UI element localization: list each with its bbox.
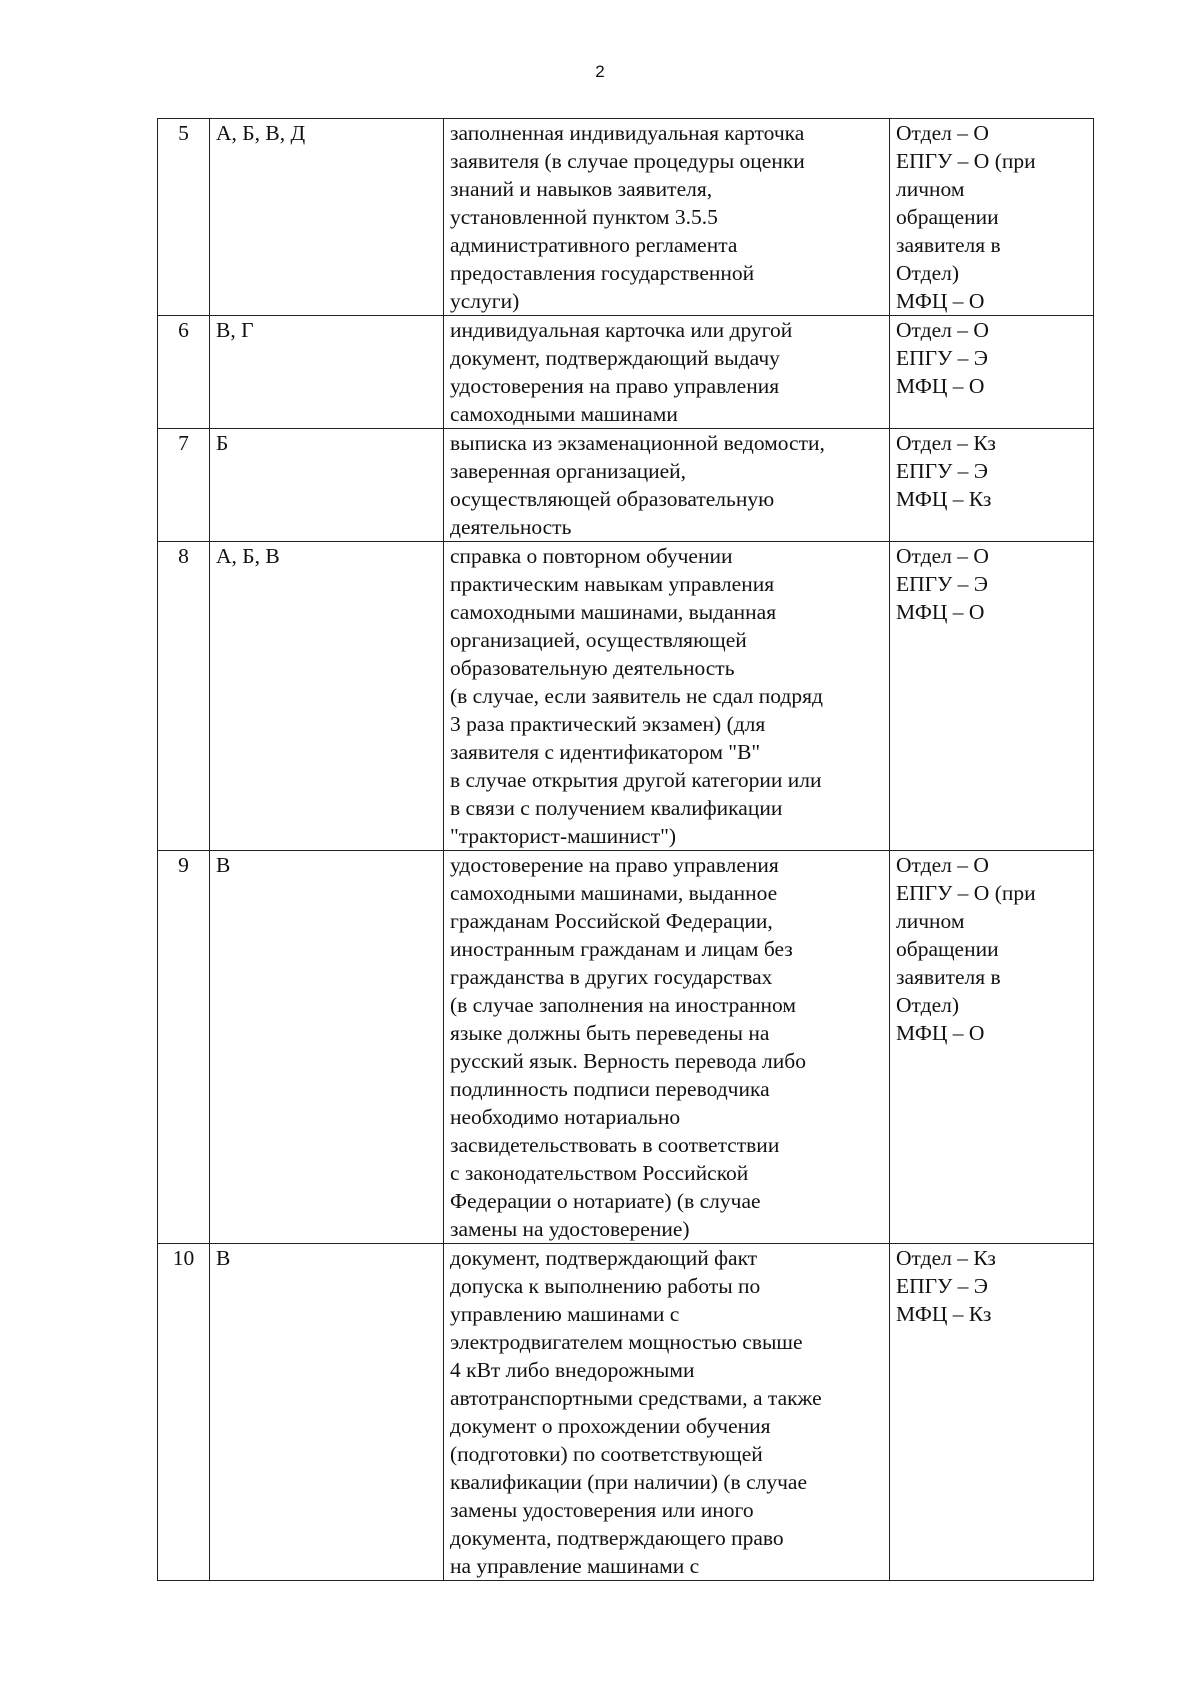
document-text-line: Федерации о нотариате) (в случае: [450, 1189, 761, 1213]
submission-modes: [890, 851, 1094, 1244]
document-text-line: замены на удостоверение): [450, 1217, 690, 1241]
document-text-line: подлинность подписи переводчика: [450, 1077, 770, 1101]
submission-mode-line: ЕПГУ – Э: [896, 1274, 989, 1298]
document-text-line: самоходными машинами: [450, 402, 678, 426]
submission-modes: [890, 1244, 1094, 1581]
row-number: 6: [158, 316, 210, 429]
submission-mode-line: заявителя в: [896, 233, 1001, 257]
document-description: [444, 119, 890, 316]
table-row: [158, 1244, 1094, 1581]
submission-mode-line: личном: [896, 909, 965, 933]
document-text-line: языке должны быть переведены на: [450, 1021, 770, 1045]
document-text-line: выписка из экзаменационной ведомости,: [450, 431, 825, 455]
document-text-line: предоставления государственной: [450, 261, 755, 285]
submission-mode-line: заявителя в: [896, 965, 1001, 989]
document-text-line: образовательную деятельность: [450, 656, 735, 680]
submission-mode-line: МФЦ – О: [896, 600, 985, 624]
submission-mode-line: ЕПГУ – Э: [896, 459, 989, 483]
submission-mode-line: Отдел – О: [896, 853, 989, 877]
document-text-line: гражданства в других государствах: [450, 965, 773, 989]
document-text-line: "тракторист-машинист"): [450, 824, 677, 848]
document-text-line: знаний и навыков заявителя,: [450, 177, 713, 201]
submission-mode-line: личном: [896, 177, 965, 201]
document-text-line: 4 кВт либо внедорожными: [450, 1358, 695, 1382]
document-text-line: электродвигателем мощностью свыше: [450, 1330, 803, 1354]
applicant-codes: В: [210, 851, 444, 1244]
document-description: [444, 1244, 890, 1581]
row-number: 9: [158, 851, 210, 1244]
document-text-line: осуществляющей образовательную: [450, 487, 775, 511]
table-row: [158, 429, 1094, 542]
document-text-line: автотранспортными средствами, а также: [450, 1386, 822, 1410]
document-text-line: необходимо нотариально: [450, 1105, 681, 1129]
document-text-line: в случае открытия другой категории или: [450, 768, 822, 792]
submission-mode-line: ЕПГУ – О (при: [896, 149, 1036, 173]
document-text-line: 3 раза практический экзамен) (для: [450, 712, 766, 736]
document-text-line: установленной пунктом 3.5.5: [450, 205, 718, 229]
document-text-line: практическим навыкам управления: [450, 572, 775, 596]
table-row: [158, 119, 1094, 316]
document-text-line: удостоверения на право управления: [450, 374, 780, 398]
submission-modes: [890, 316, 1094, 429]
submission-mode-line: ЕПГУ – Э: [896, 346, 989, 370]
submission-mode-line: Отдел – Кз: [896, 431, 996, 455]
document-text-line: заявителя с идентификатором "В": [450, 740, 761, 764]
submission-mode-line: МФЦ – О: [896, 374, 985, 398]
document-text-line: организацией, осуществляющей: [450, 628, 747, 652]
document-text-line: заявителя (в случае процедуры оценки: [450, 149, 805, 173]
submission-mode-line: ЕПГУ – О (при: [896, 881, 1036, 905]
submission-mode-line: МФЦ – О: [896, 1021, 985, 1045]
document-text-line: русский язык. Верность перевода либо: [450, 1049, 806, 1073]
document-text-line: гражданам Российской Федерации,: [450, 909, 773, 933]
submission-mode-line: обращении: [896, 937, 999, 961]
submission-modes: [890, 429, 1094, 542]
document-description: [444, 316, 890, 429]
document-text-line: удостоверение на право управления: [450, 853, 779, 877]
table-row: [158, 316, 1094, 429]
document-text-line: в связи с получением квалификации: [450, 796, 783, 820]
table-row: [158, 851, 1094, 1244]
document-text-line: замены удостоверения или иного: [450, 1498, 754, 1522]
submission-modes: [890, 119, 1094, 316]
submission-mode-line: МФЦ – Кз: [896, 1302, 992, 1326]
applicant-codes: В, Г: [210, 316, 444, 429]
submission-modes: [890, 542, 1094, 851]
submission-mode-line: Отдел – О: [896, 121, 989, 145]
page-number: 2: [595, 62, 605, 81]
document-text-line: управлению машинами с: [450, 1302, 680, 1326]
row-number: 8: [158, 542, 210, 851]
applicant-codes: Б: [210, 429, 444, 542]
submission-mode-line: Отдел – О: [896, 318, 989, 342]
submission-mode-line: МФЦ – Кз: [896, 487, 992, 511]
document-text-line: индивидуальная карточка или другой: [450, 318, 793, 342]
document-text-line: административного регламента: [450, 233, 738, 257]
document-text-line: справка о повторном обучении: [450, 544, 733, 568]
documents-table: [157, 118, 1094, 1581]
document-text-line: документ, подтверждающий выдачу: [450, 346, 780, 370]
submission-mode-line: Отдел): [896, 261, 960, 285]
document-text-line: заполненная индивидуальная карточка: [450, 121, 805, 145]
submission-mode-line: Отдел – О: [896, 544, 989, 568]
document-text-line: самоходными машинами, выданное: [450, 881, 778, 905]
submission-mode-line: ЕПГУ – Э: [896, 572, 989, 596]
document-text-line: документ о прохождении обучения: [450, 1414, 771, 1438]
document-text-line: квалификации (при наличии) (в случае: [450, 1470, 808, 1494]
document-description: [444, 851, 890, 1244]
applicant-codes: А, Б, В: [210, 542, 444, 851]
document-text-line: на управление машинами с: [450, 1554, 700, 1578]
document-text-line: (в случае заполнения на иностранном: [450, 993, 796, 1017]
document-text-line: засвидетельствовать в соответствии: [450, 1133, 780, 1157]
document-text-line: (подготовки) по соответствующей: [450, 1442, 763, 1466]
document-description: [444, 542, 890, 851]
submission-mode-line: Отдел): [896, 993, 960, 1017]
document-text-line: документ, подтверждающий факт: [450, 1246, 758, 1270]
document-text-line: допуска к выполнению работы по: [450, 1274, 761, 1298]
document-text-line: иностранным гражданам и лицам без: [450, 937, 793, 961]
submission-mode-line: Отдел – Кз: [896, 1246, 996, 1270]
row-number: 10: [158, 1244, 210, 1581]
document-text-line: заверенная организацией,: [450, 459, 687, 483]
row-number: 7: [158, 429, 210, 542]
row-number: 5: [158, 119, 210, 316]
applicant-codes: В: [210, 1244, 444, 1581]
document-description: [444, 429, 890, 542]
submission-mode-line: МФЦ – О: [896, 289, 985, 313]
document-text-line: документа, подтверждающего право: [450, 1526, 784, 1550]
submission-mode-line: обращении: [896, 205, 999, 229]
document-text-line: услуги): [450, 289, 520, 313]
document-text-line: (в случае, если заявитель не сдал подряд: [450, 684, 823, 708]
applicant-codes: А, Б, В, Д: [210, 119, 444, 316]
document-text-line: с законодательством Российской: [450, 1161, 749, 1185]
table-row: [158, 542, 1094, 851]
document-text-line: деятельность: [450, 515, 572, 539]
document-text-line: самоходными машинами, выданная: [450, 600, 777, 624]
